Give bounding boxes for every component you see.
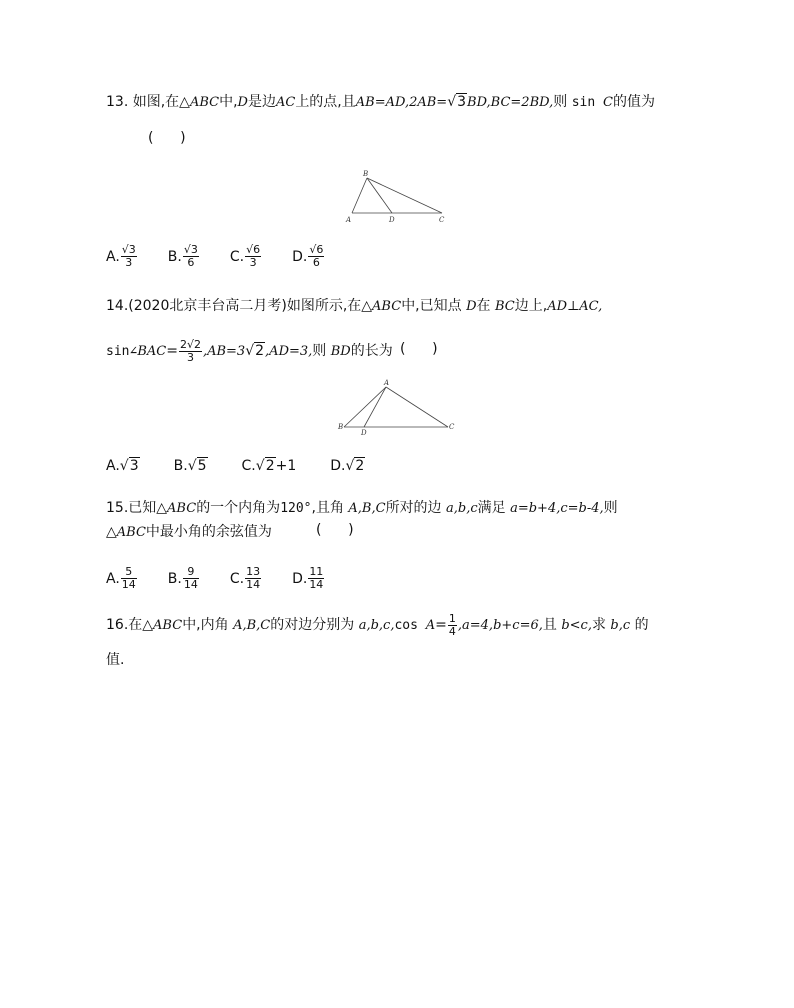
option-a[interactable]: A. $\frac{√3}{3}$: [106, 243, 136, 269]
option-c[interactable]: C. $\frac{√6}{3}$: [229, 243, 261, 269]
option-c[interactable]: C. $\frac{13}{14}$: [229, 565, 261, 591]
vertex-label-a: A: [384, 379, 390, 387]
question-16-line-1: 16.在△ABC中,内角 A,B,C的对边分别为 a,b,c,cos A= $\frac{1}{4}$ ,a=4,b+c=6,且 b<c,求 b,c 的: [106, 611, 649, 638]
option-a[interactable]: A. √3: [106, 458, 139, 474]
question-source: (2020北京丰台高二月考): [128, 298, 287, 314]
option-d[interactable]: D. $\frac{√6}{6}$: [292, 243, 324, 269]
triangle-figure-13: [340, 168, 450, 226]
answer-blank-13: ( ): [148, 130, 186, 146]
option-b[interactable]: B. $\frac{√3}{6}$: [167, 243, 198, 269]
option-b[interactable]: B. √5: [173, 458, 207, 474]
triangle-figure-14: [334, 377, 460, 437]
options-14: [106, 456, 395, 476]
option-a[interactable]: A. $\frac{5}{14}$: [106, 565, 136, 591]
fraction: $\frac{1}{4}$: [448, 611, 456, 638]
question-number: 15.: [106, 500, 129, 516]
question-15-line-1: 15.已知△ABC的一个内角为120°,且角 A,B,C所对的边 a,b,c满足 a=b+4,c=b-4,则: [106, 500, 618, 516]
vertex-label-d: D: [389, 216, 395, 224]
question-number: 16.: [106, 617, 129, 633]
fraction: $\frac{2√2}{3}$: [179, 337, 201, 364]
answer-blank-14: ( ): [400, 341, 438, 357]
vertex-label-b: B: [338, 423, 344, 431]
options-13: [106, 244, 355, 269]
vertex-label-c: C: [449, 423, 455, 431]
sqrt-3: √3: [447, 94, 467, 110]
vertex-label-c: C: [439, 216, 445, 224]
question-15-line-2: △ABC中最小角的余弦值为: [106, 524, 272, 540]
vertex-label-a: A: [346, 216, 352, 224]
option-c[interactable]: C. √2 +1: [241, 458, 297, 474]
vertex-label-b: B: [363, 170, 369, 178]
question-number: 13.: [106, 94, 129, 110]
question-number: 14.: [106, 298, 129, 314]
question-14-line-1: 14.(2020北京丰台高二月考)如图所示,在△ABC中,已知点 D在 BC边上,AD⊥AC,: [106, 298, 603, 314]
question-14-line-2: sin∠BAC= $\frac{2√2}{3}$ ,AB=3√2,AD=3,则 BD的长为: [106, 337, 393, 364]
options-15: [106, 566, 355, 591]
option-b[interactable]: B. $\frac{9}{14}$: [167, 565, 198, 591]
option-d[interactable]: D. √2: [330, 458, 365, 474]
question-16-line-2: 值.: [106, 652, 125, 668]
question-13-text: 13. 如图,在△ABC中,D是边AC上的点,且AB=AD,2AB=√3BD,BC=2BD,则 sin C的值为: [106, 94, 655, 110]
option-d[interactable]: D. $\frac{11}{14}$: [292, 565, 324, 591]
answer-blank-15: ( ): [316, 522, 354, 538]
vertex-label-d: D: [361, 429, 367, 437]
